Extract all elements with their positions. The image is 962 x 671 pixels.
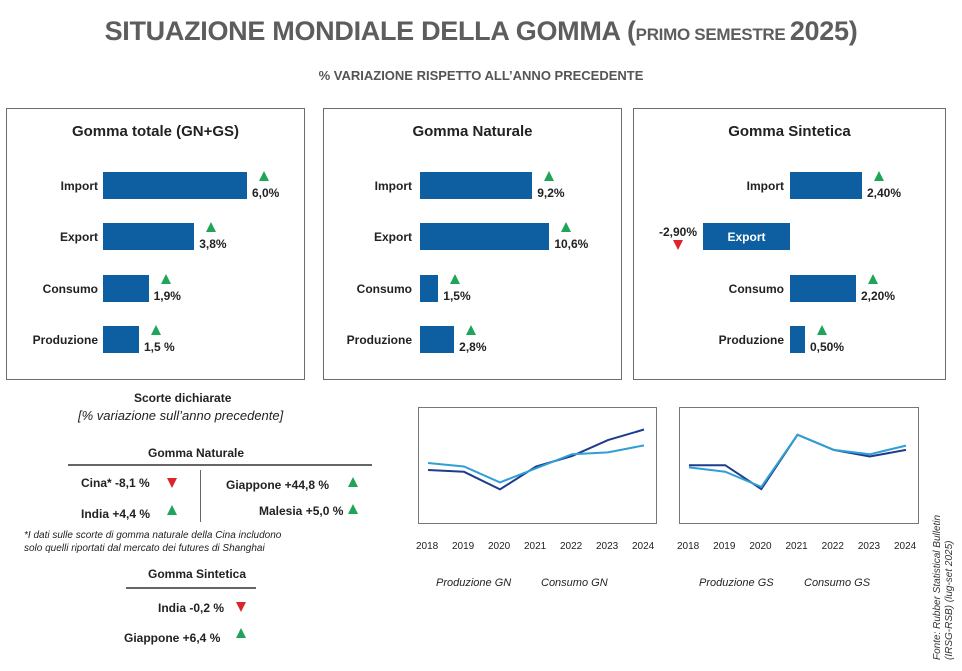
legend-item: Consumo GN (541, 577, 608, 589)
category-label: Consumo (356, 282, 412, 296)
bar (420, 275, 438, 302)
title-year: 2025) (789, 16, 858, 46)
series-line-produzione (689, 435, 906, 489)
stock-item: India +4,4 % (81, 507, 151, 521)
x-tick-label: 2023 (857, 541, 881, 552)
page-subtitle: % VARIAZIONE RISPETTO ALL’ANNO PRECEDENTE (318, 68, 644, 83)
panel-gomma-totale (6, 108, 305, 380)
stocks-heading: Scorte dichiarate (134, 391, 232, 405)
bar (790, 172, 862, 199)
bar (420, 172, 532, 199)
stock-item: Giappone +6,4 % (124, 631, 221, 645)
panel-title: Gomma totale (GN+GS) (71, 123, 240, 140)
data-label: 1,5 % (144, 340, 175, 354)
stocks-note: solo quelli riportati dal mercato dei futures di Shanghai (24, 543, 265, 554)
line-chart-gs-svg (680, 408, 918, 523)
x-tick-label: 2018 (416, 541, 439, 552)
legend-item: Produzione GN (436, 577, 512, 589)
panel-title: Gomma Naturale (412, 123, 533, 140)
data-label: -2,90% (659, 225, 698, 239)
panel-title: Gomma Sintetica (728, 123, 851, 140)
up-arrow-icon (161, 274, 171, 284)
x-tick-label: 2021 (785, 541, 808, 552)
source-line: (IRSG-RSB) (lug-set 2025) (944, 540, 955, 660)
up-arrow-icon (561, 222, 571, 232)
bar (790, 275, 856, 302)
bar (790, 326, 805, 353)
stock-item: Cina* -8,1 % (81, 476, 150, 490)
category-label: Import (746, 179, 784, 193)
up-arrow-icon (348, 477, 358, 487)
legend-item: Consumo GS (804, 577, 871, 589)
x-tick-label: 2024 (894, 541, 917, 552)
x-tick-label: 2023 (596, 541, 619, 552)
data-label: 6,0% (252, 186, 280, 200)
x-tick-label: 2019 (713, 541, 736, 552)
line-chart-gn (418, 407, 657, 524)
bar (103, 172, 247, 199)
line-chart-gn-svg (419, 408, 656, 523)
down-arrow-icon (236, 602, 246, 612)
category-label: Consumo (728, 282, 784, 296)
up-arrow-icon (450, 274, 460, 284)
category-label: Consumo (42, 282, 98, 296)
series-line-consumo (428, 445, 644, 482)
up-arrow-icon (874, 171, 884, 181)
source-line: Fonte: Rubber Statistical Bulletin (932, 514, 943, 660)
series-line-consumo (689, 435, 906, 487)
x-tick-label: 2022 (821, 541, 844, 552)
divider (126, 587, 256, 589)
bar (420, 326, 454, 353)
data-label: 2,20% (861, 289, 896, 303)
stocks-note: *I dati sulle scorte di gomma naturale della Cina includono (24, 530, 282, 541)
up-arrow-icon (259, 171, 269, 181)
bar (103, 326, 139, 353)
line-chart-gs (679, 407, 919, 524)
stock-item: Giappone +44,8 % (226, 478, 330, 492)
title-small: PRIMO SEMESTRE (635, 25, 790, 44)
x-tick-label: 2024 (632, 541, 655, 552)
bar (420, 223, 549, 250)
up-arrow-icon (466, 325, 476, 335)
category-label: Produzione (32, 333, 98, 347)
up-arrow-icon (236, 628, 246, 638)
up-arrow-icon (206, 222, 216, 232)
divider (200, 470, 201, 522)
category-label: Import (60, 179, 98, 193)
category-label: Produzione (718, 333, 784, 347)
stocks-synthetic-title: Gomma Sintetica (148, 567, 247, 581)
stock-item: Malesia +5,0 % (259, 504, 344, 518)
data-label: 0,50% (810, 340, 845, 354)
data-label: 3,8% (199, 237, 227, 251)
x-tick-label: 2018 (677, 541, 700, 552)
stock-item: India -0,2 % (158, 601, 225, 615)
up-arrow-icon (868, 274, 878, 284)
category-label: Export (373, 230, 412, 244)
data-label: 2,40% (867, 186, 902, 200)
bar (103, 275, 149, 302)
category-label: Export (727, 230, 766, 244)
down-arrow-icon (673, 240, 683, 250)
stocks-natural-title: Gomma Naturale (148, 446, 245, 460)
x-tick-label: 2021 (524, 541, 547, 552)
stocks-subheading: [% variazione sull’anno precedente] (78, 408, 284, 423)
category-label: Export (59, 230, 98, 244)
divider (68, 464, 372, 466)
category-label: Produzione (346, 333, 412, 347)
legend-item: Produzione GS (699, 577, 774, 589)
x-tick-label: 2022 (560, 541, 583, 552)
up-arrow-icon (817, 325, 827, 335)
down-arrow-icon (167, 478, 177, 488)
data-label: 1,5% (443, 289, 471, 303)
up-arrow-icon (544, 171, 554, 181)
category-label: Import (374, 179, 412, 193)
data-label: 1,9% (153, 289, 181, 303)
source-note (932, 515, 956, 660)
page-title (0, 16, 962, 47)
x-tick-label: 2020 (488, 541, 511, 552)
panel-gomma-sintetica (633, 108, 946, 380)
up-arrow-icon (151, 325, 161, 335)
data-label: 10,6% (554, 237, 589, 251)
x-tick-label: 2020 (749, 541, 772, 552)
data-label: 9,2% (537, 186, 565, 200)
title-main: SITUAZIONE MONDIALE DELLA GOMMA ( (104, 16, 636, 46)
series-line-produzione (428, 430, 644, 490)
x-tick-label: 2019 (452, 541, 475, 552)
data-label: 2,8% (459, 340, 487, 354)
bar (103, 223, 194, 250)
up-arrow-icon (348, 504, 358, 514)
panel-gomma-naturale (323, 108, 622, 380)
up-arrow-icon (167, 505, 177, 515)
